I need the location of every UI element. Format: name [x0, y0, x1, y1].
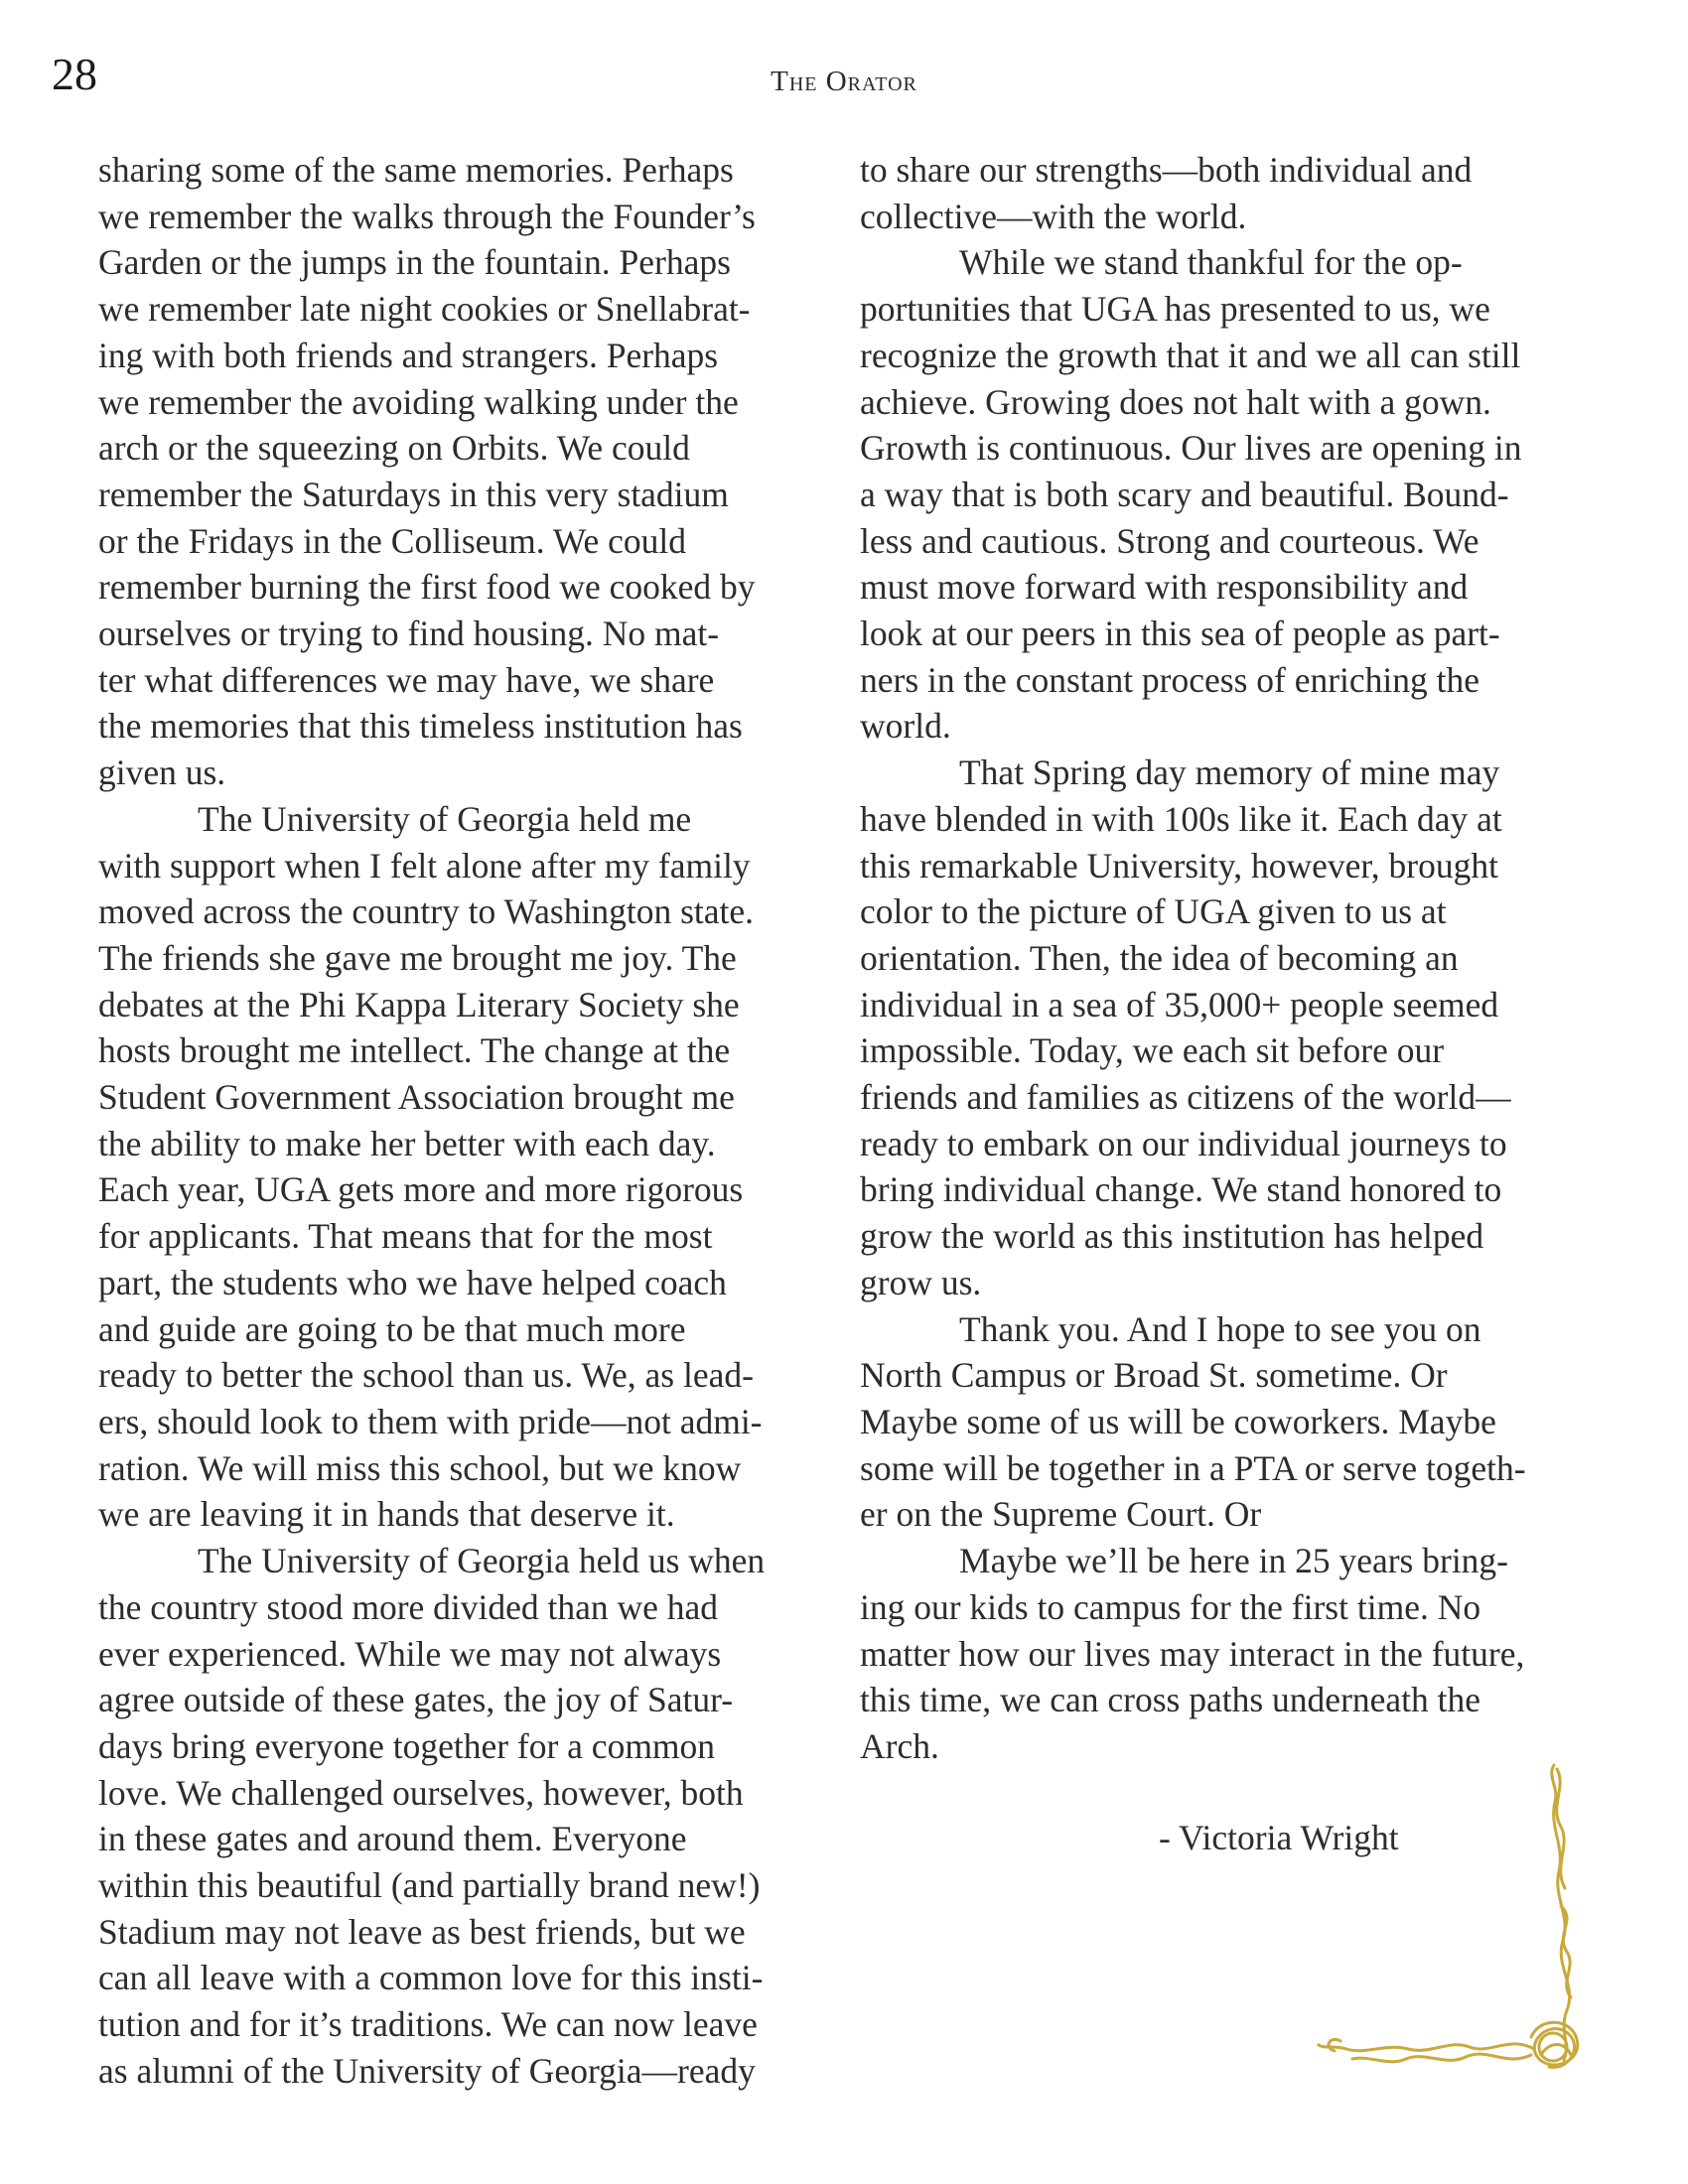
- author-signature: - Victoria Wright: [1159, 1818, 1399, 1857]
- text-line: orientation. Then, the idea of becoming an: [860, 937, 1459, 978]
- text-line: color to the picture of UGA given to us at: [860, 891, 1447, 932]
- paragraph: [98, 147, 837, 796]
- text-line: Thank you. And I hope to see you on: [959, 1308, 1481, 1349]
- text-line: ready to better the school than us. We, as lead-: [98, 1355, 754, 1396]
- text-line: some will be together in a PTA or serve togeth-: [860, 1447, 1526, 1488]
- text-line: impossible. Today, we each sit before our: [860, 1030, 1445, 1071]
- text-line: ers, should look to them with pride—not admi-: [98, 1401, 763, 1441]
- text-line: the country stood more divided than we had: [98, 1586, 719, 1627]
- running-head: The Orator: [771, 66, 917, 97]
- text-line: the memories that this timeless institution has: [98, 706, 743, 747]
- text-line: we remember the walks through the Founder’s: [98, 196, 756, 236]
- paragraph: [860, 147, 1595, 239]
- text-line: sharing some of the same memories. Perhaps: [98, 150, 734, 190]
- text-line: ing our kids to campus for the first time. No: [860, 1586, 1481, 1627]
- text-line: agree outside of these gates, the joy of Satur-: [98, 1680, 734, 1720]
- text-line: this time, we can cross paths underneath the: [860, 1680, 1481, 1720]
- text-line: look at our peers in this sea of people as part-: [860, 614, 1500, 654]
- text-line: bring individual change. We stand honored to: [860, 1169, 1502, 1210]
- text-line: The University of Georgia held us when: [198, 1541, 766, 1581]
- text-line: Maybe some of us will be coworkers. Maybe: [860, 1401, 1496, 1441]
- text-line: Growth is continuous. Our lives are opening in: [860, 428, 1522, 469]
- text-line: collective—with the world.: [860, 196, 1247, 236]
- paragraph: [860, 1538, 1595, 1770]
- text-line: we remember late night cookies or Snellabrat-: [98, 289, 751, 330]
- text-line: world.: [860, 706, 951, 747]
- paragraph: [860, 239, 1595, 750]
- paragraph: [860, 750, 1595, 1305]
- text-line: hosts brought me intellect. The change at the: [98, 1030, 731, 1071]
- text-line: Each year, UGA gets more and more rigorous: [98, 1169, 744, 1210]
- text-line: While we stand thankful for the op-: [959, 242, 1463, 283]
- celtic-corner-ornament-icon: [1311, 1757, 1609, 2095]
- text-line: to share our strengths—both individual and: [860, 150, 1473, 190]
- text-line: or the Fridays in the Colliseum. We could: [98, 520, 687, 561]
- text-line: ourselves or trying to find housing. No mat-: [98, 614, 720, 654]
- text-line: grow us.: [860, 1262, 982, 1302]
- text-line: days bring everyone together for a common: [98, 1725, 716, 1766]
- text-line: part, the students who we have helped coach: [98, 1262, 727, 1302]
- text-line: friends and families as citizens of the world—: [860, 1077, 1511, 1118]
- text-line: er on the Supreme Court. Or: [860, 1494, 1262, 1535]
- text-line: Student Government Association brought me: [98, 1077, 735, 1118]
- text-line: recognize the growth that it and we all can still: [860, 335, 1521, 375]
- text-line: Maybe we’ll be here in 25 years bring-: [959, 1541, 1509, 1581]
- paragraph: [860, 1306, 1595, 1539]
- text-line: North Campus or Broad St. sometime. Or: [860, 1355, 1448, 1396]
- text-line: The University of Georgia held me: [198, 798, 692, 839]
- text-line: this remarkable University, however, brought: [860, 845, 1498, 886]
- text-line: remember burning the first food we cooked by: [98, 567, 756, 608]
- text-line: grow the world as this institution has helped: [860, 1216, 1484, 1257]
- text-line: less and cautious. Strong and courteous. We: [860, 520, 1479, 561]
- text-line: given us.: [98, 752, 226, 793]
- paragraph: [98, 796, 837, 1538]
- text-line: ration. We will miss this school, but we know: [98, 1447, 742, 1488]
- text-line: tution and for it’s traditions. We can now leave: [98, 2004, 758, 2045]
- text-line: with support when I felt alone after my family: [98, 845, 751, 886]
- page-number: 28: [52, 49, 97, 99]
- text-line: moved across the country to Washington state.: [98, 891, 755, 932]
- text-line: Stadium may not leave as best friends, but we: [98, 1911, 746, 1952]
- text-line: portunities that UGA has presented to us, we: [860, 289, 1490, 330]
- text-line: That Spring day memory of mine may: [959, 752, 1500, 793]
- text-line: ter what differences we may have, we share: [98, 659, 715, 700]
- text-line: ever experienced. While we may not always: [98, 1633, 722, 1674]
- text-line: we remember the avoiding walking under the: [98, 381, 739, 422]
- text-line: ready to embark on our individual journeys to: [860, 1123, 1507, 1163]
- text-line: matter how our lives may interact in the future,: [860, 1633, 1525, 1674]
- text-line: the ability to make her better with each day.: [98, 1123, 716, 1163]
- paragraph: [98, 1538, 837, 2094]
- text-line: arch or the squeezing on Orbits. We could: [98, 428, 690, 469]
- text-line: can all leave with a common love for this insti-: [98, 1958, 764, 1998]
- text-line: individual in a sea of 35,000+ people seemed: [860, 984, 1499, 1024]
- right-column: [860, 147, 1595, 1770]
- text-line: as alumni of the University of Georgia—ready: [98, 2050, 756, 2091]
- text-line: within this beautiful (and partially brand new!): [98, 1865, 761, 1906]
- text-line: remember the Saturdays in this very stadium: [98, 474, 729, 514]
- text-line: achieve. Growing does not halt with a gown.: [860, 381, 1491, 422]
- text-line: love. We challenged ourselves, however, both: [98, 1772, 744, 1813]
- text-line: we are leaving it in hands that deserve it.: [98, 1494, 675, 1535]
- text-line: debates at the Phi Kappa Literary Society she: [98, 984, 740, 1024]
- text-line: for applicants. That means that for the most: [98, 1216, 713, 1257]
- text-line: ing with both friends and strangers. Perhaps: [98, 335, 719, 375]
- text-line: The friends she gave me brought me joy. The: [98, 937, 737, 978]
- left-column: [98, 147, 837, 2095]
- text-line: a way that is both scary and beautiful. Bound-: [860, 474, 1509, 514]
- text-line: ners in the constant process of enriching the: [860, 659, 1480, 700]
- text-line: Garden or the jumps in the fountain. Perhaps: [98, 242, 731, 283]
- text-line: must move forward with responsibility and: [860, 567, 1469, 608]
- text-line: have blended in with 100s like it. Each day at: [860, 798, 1502, 839]
- text-line: in these gates and around them. Everyone: [98, 1819, 687, 1859]
- text-line: and guide are going to be that much more: [98, 1308, 686, 1349]
- text-line: Arch.: [860, 1725, 939, 1766]
